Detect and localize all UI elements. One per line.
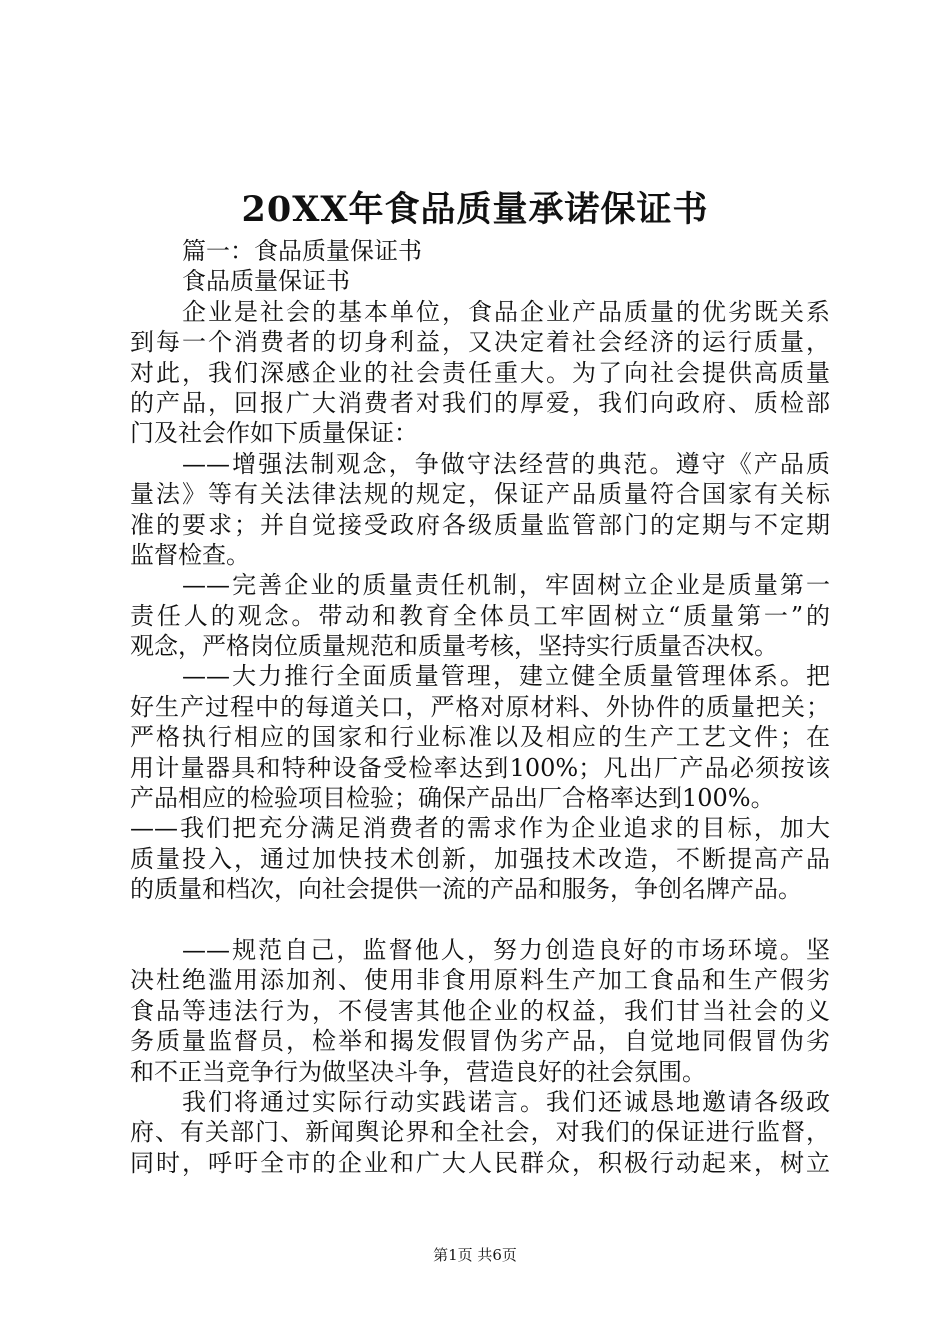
paragraph-line: 责任人的观念。带动和教育全体员工牢固树立“质量第一”的 [130,601,830,630]
paragraph-line: 和不正当竞争行为做坚决斗争，营造良好的社会氛围。 [130,1057,706,1086]
paragraph-line: 对此，我们深感企业的社会责任重大。为了向社会提供高质量 [130,358,830,387]
paragraph-line: 严格执行相应的国家和行业标准以及相应的生产工艺文件；在 [130,723,830,752]
paragraph-line: 产品相应的检验项目检验；确保产品出厂合格率达到100%。 [130,784,775,813]
paragraph-line: ——规范自己，监督他人，努力创造良好的市场环境。坚 [182,935,830,964]
paragraph-line: 到每一个消费者的切身利益，又决定着社会经济的运行质量， [130,328,830,357]
paragraph-line: 的质量和档次，向社会提供一流的产品和服务，争创名牌产品。 [130,875,802,904]
paragraph-line: 监督检查。 [130,540,250,569]
paragraph-line: 的产品，回报广大消费者对我们的厚爱，我们向政府、质检部 [130,388,830,417]
document-title: 20XX年食品质量承诺保证书 [241,189,709,230]
paragraph-line: 观念，严格岗位质量规范和质量考核，坚持实行质量否决权。 [130,632,778,661]
paragraph-line: 府、有关部门、新闻舆论界和全社会，对我们的保证进行监督， [130,1118,830,1147]
blank-line [130,905,830,935]
paragraph-line: 量法》等有关法律法规的规定，保证产品质量符合国家有关标 [130,480,830,509]
paragraph-line: 务质量监督员，检举和揭发假冒伪劣产品，自觉地同假冒伪劣 [130,1027,830,1056]
paragraph-line: 准的要求；并自觉接受政府各级质量监管部门的定期与不定期 [130,510,830,539]
paragraph-line: 门及社会作如下质量保证： [130,419,418,448]
paragraph-line: 好生产过程中的每道关口，严格对原材料、外协件的质量把关； [130,692,830,721]
paragraph-line: 同时，呼吁全市的企业和广大人民群众，积极行动起来，树立 [130,1148,830,1177]
document-body [130,236,830,1178]
paragraph-line: 我们将通过实际行动实践诺言。我们还诚恳地邀请各级政 [182,1087,830,1116]
paragraph-line: 企业是社会的基本单位，食品企业产品质量的优劣既关系 [182,297,830,326]
paragraph-line: ——完善企业的质量责任机制，牢固树立企业是质量第一 [182,571,830,600]
page-number: 第1页 共6页 [433,1246,517,1264]
paragraph-line: 食品等违法行为，不侵害其他企业的权益，我们甘当社会的义 [130,996,830,1025]
paragraph-line: ——增强法制观念，争做守法经营的典范。遵守《产品质 [182,449,830,478]
paragraph-line: ——大力推行全面质量管理，建立健全质量管理体系。把 [182,662,830,691]
subsection-heading: 食品质量保证书 [182,267,350,296]
paragraph-line: 决杜绝滥用添加剂、使用非食用原料生产加工食品和生产假劣 [130,966,830,995]
paragraph-line: 质量投入，通过加快技术创新，加强技术改造，不断提高产品 [130,844,830,873]
section-heading: 篇一：食品质量保证书 [182,237,422,265]
paragraph-line: 用计量器具和特种设备受检率达到100%；凡出厂产品必须按该 [130,753,830,782]
paragraph-line: ——我们把充分满足消费者的需求作为企业追求的目标，加大 [130,814,830,843]
